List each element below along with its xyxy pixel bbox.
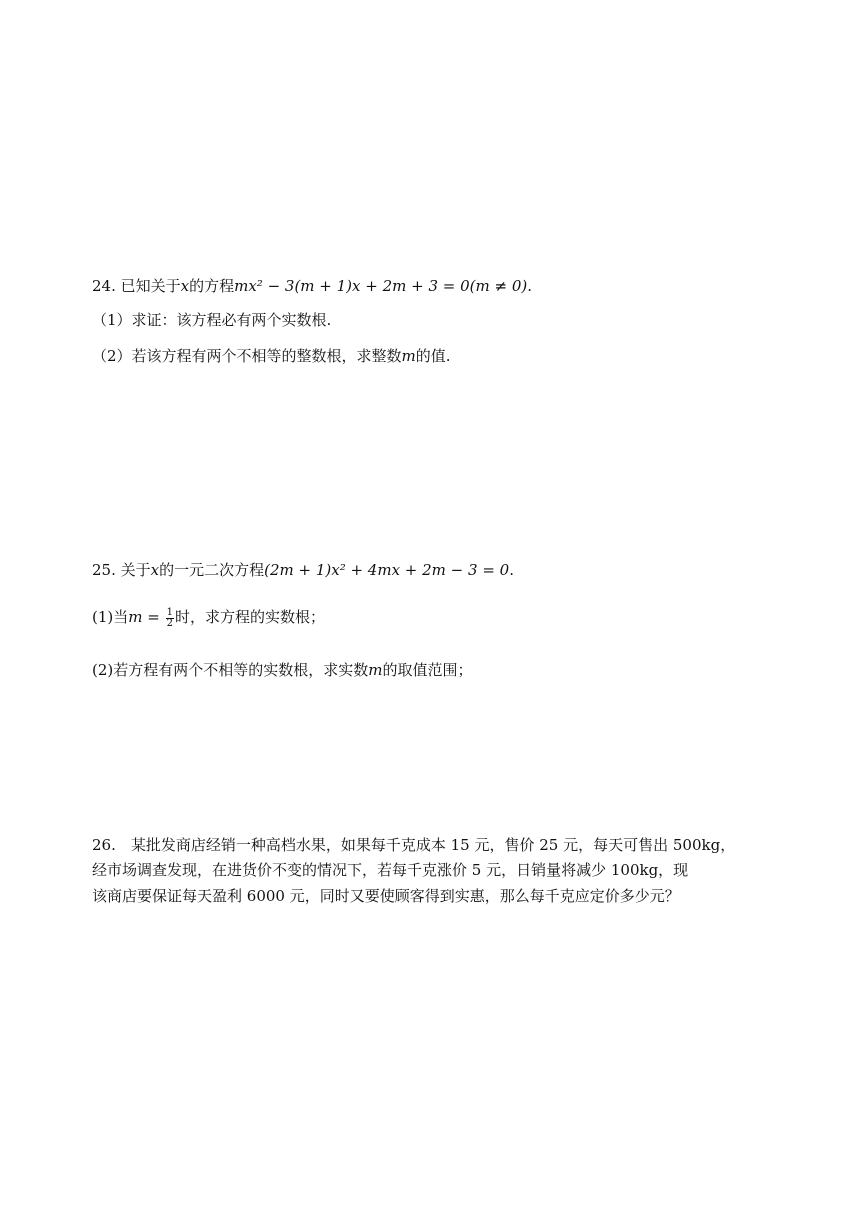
q25-part2-var: m bbox=[368, 661, 383, 679]
q25-part1-text: (1)当 bbox=[92, 608, 129, 626]
q24-var-x: x bbox=[180, 277, 190, 295]
q25-stem-end: . bbox=[509, 561, 514, 579]
q25-part2-text: (2)若方程有两个不相等的实数根，求实数 bbox=[92, 661, 369, 679]
q24-stem bbox=[92, 276, 532, 296]
q25-part1-eq: m = bbox=[128, 608, 165, 626]
q26-line-2: 经市场调查发现，在进货价不变的情况下，若每千克涨价 5 元，日销量将减少 100kg，现 bbox=[92, 861, 689, 879]
q24-equation: mx² − 3(m + 1)x + 2m + 3 = 0(m ≠ 0) bbox=[234, 277, 528, 295]
q25-frac-denominator: 2 bbox=[166, 617, 173, 629]
q26-line-1: 26. 某批发商店经销一种高档水果，如果每千克成本 15 元，售价 25 元，每天可售出 500kg， bbox=[92, 836, 736, 854]
q24-part2-var: m bbox=[401, 347, 416, 365]
q24-part2 bbox=[92, 346, 451, 366]
q24-part1: （1）求证：该方程必有两个实数根. bbox=[92, 311, 332, 329]
q25-part2 bbox=[92, 660, 473, 680]
q25-stem bbox=[92, 560, 514, 580]
q25-part2-suffix: 的取值范围； bbox=[382, 661, 473, 679]
q25-equation: (2m + 1)x² + 4mx + 2m − 3 = 0 bbox=[264, 561, 510, 579]
q26-line-3: 该商店要保证每天盈利 6000 元，同时又要使顾客得到实惠，那么每千克应定价多少元？ bbox=[92, 887, 680, 905]
q24-number-text: 24. 已知关于 bbox=[92, 277, 181, 295]
q24-part2-text: （2）若该方程有两个不相等的整数根，求整数 bbox=[92, 347, 402, 365]
q25-fraction bbox=[166, 608, 174, 629]
q24-stem-end: . bbox=[527, 277, 533, 295]
q25-part1-suffix: 时，求方程的实数根； bbox=[174, 608, 325, 626]
q24-stem-mid: 的方程 bbox=[189, 277, 235, 295]
q25-frac-numerator: 1 bbox=[166, 606, 173, 618]
q25-part1 bbox=[92, 607, 325, 629]
q24-part2-suffix: 的值. bbox=[415, 347, 451, 365]
q25-number-text: 25. 关于 bbox=[92, 561, 151, 579]
q25-stem-mid: 的一元二次方程 bbox=[159, 561, 265, 579]
q25-var-x: x bbox=[150, 561, 160, 579]
